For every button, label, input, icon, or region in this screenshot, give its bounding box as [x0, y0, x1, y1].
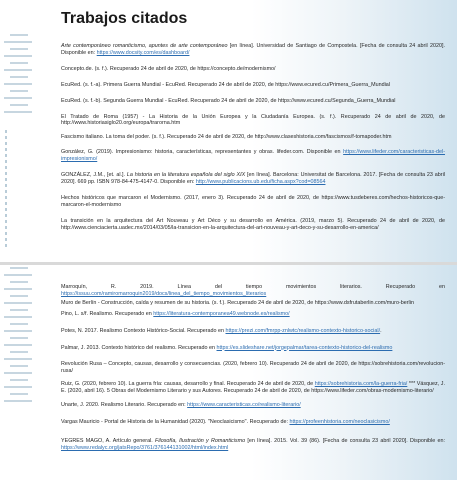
reference-text: .: [380, 327, 382, 334]
reference-title: La historia en la literatura española del siglo XIX: [126, 172, 246, 179]
reference-text: González, G. (2019). Impresionismo: historia, características, representantes y obras. lifeder.com. Disponible en: [61, 149, 344, 156]
reference-link[interactable]: https://literatura-contemporanea49.webnode.es/realismo/: [153, 310, 290, 317]
reference-title: Filosofía, Ilustración y Romanticismo: [155, 437, 246, 444]
reference-entry: [61, 195, 445, 209]
reference-text: GONZÁLEZ, J.M., [et. al.].: [61, 172, 127, 179]
reference-text: Vargas Mauricio - Portal de Historia de la Humanidad (2020). "Neoclasicismo". Recuperado de:: [61, 418, 290, 425]
reference-text: Pino, L. s/f. Realismo. Recuperado en: [61, 310, 154, 317]
reference-text: [en línea]. Barcelona: Universitat de Barcelona. 2017. [Fecha de consulta 23 abril 2020]. 669 pp. ISBN 978-84-475-4147-0. Disponible en:: [61, 172, 445, 185]
references-list-2: [61, 284, 445, 452]
decorative-dashes: [5, 130, 7, 250]
reference-entry: [61, 361, 445, 375]
page-title: Trabajos citados: [61, 10, 188, 27]
reference-link[interactable]: https://www.redalyc.org/jatsRepo/3761/376144131002/html/index.html: [61, 444, 229, 451]
reference-text: EcuRed. (s. f.-b). Segunda Guerra Mundial - EcuRed. Recuperado 24 de abril de 2020, de https://www.ecured.cu/Segunda_Guerra_Mundial: [61, 97, 396, 104]
decorative-lines: [0, 34, 46, 113]
reference-text: El Tratado de Roma (1957) - La Historia de la Unión Europea y la Ciudadanía Europea. (s. f.). Recuperado 24 de abril de 2020, de http://www.historiasiglo20.org/europa/trarorna.htm: [61, 113, 445, 127]
decorative-lines: [0, 267, 46, 402]
reference-entry: [61, 43, 445, 57]
reference-text: EcuRed. (s. f.-a). Primera Guerra Mundial - EcuRed. Recuperado 24 de abril de 2020, de https://www.ecured.cu/Primera_Guerra_Mundial: [61, 81, 390, 88]
reference-entry: [61, 134, 445, 141]
reference-link[interactable]: https://www.docsity.com/es/dashboard/: [96, 49, 190, 56]
reference-text: Unarte, J. 2020. Realismo Literario. Recuperado en:: [61, 402, 188, 409]
references-list-1: [61, 43, 445, 232]
reference-link[interactable]: https://es.slideshare.net/jorgepalmar/tarea-contexto-historico-del-realismo: [216, 344, 393, 351]
reference-text: Palmar, J. 2013. Contexto histórico del realismo. Recuperado en: [61, 344, 217, 351]
reference-text: Concepto.de. (s. f.). Recuperado 24 de abril de 2020, de https://concepto.de/modernismo/: [61, 65, 276, 72]
reference-link[interactable]: https://profeenhistoria.com/neoclasicismo/: [289, 418, 390, 425]
reference-text: YEGRES MAGO, A. Artículo general.: [61, 437, 156, 444]
reference-text: Fascismo italiano. La toma del poder. (s. f.). Recuperado 24 de abril de 2020, de http://www.claseshistoria.com/fascismos/f-tomapoder.htm: [61, 134, 392, 141]
reference-entry: [61, 114, 445, 128]
reference-link[interactable]: https://www.lifeder.com/caracteristicas-del-impresionismo/: [61, 149, 445, 163]
reference-entry: [61, 419, 445, 426]
reference-title: Arte contemporáneo romanticismo, apuntes de arte contemporáneo: [61, 43, 228, 49]
reference-entry: [61, 438, 445, 452]
reference-text: [en línea]. Universidad de Santiago de Compostela. [Fecha de consulta 24 abril 2020]. Disponible en:: [61, 43, 446, 56]
reference-entry: [61, 172, 445, 186]
reference-entry: [61, 66, 445, 73]
reference-entry: [61, 328, 445, 335]
reference-entry: [61, 218, 445, 232]
reference-text: Muro de Berlín - Construcción, caída y resumen de su historia. (s. f.). Recuperado 24 de abril de 2020, de https://www.dsfrutaberlin.com/muro-berlin: [61, 299, 414, 306]
reference-entry: [61, 98, 445, 105]
reference-link[interactable]: https://sobrehistoria.com/la-guerra-fria/: [314, 381, 408, 388]
reference-entry: [61, 284, 445, 298]
reference-entry: [61, 149, 445, 163]
reference-entry: [61, 345, 445, 352]
reference-entry: [61, 402, 445, 409]
reference-link[interactable]: https://www.caracteristicas.co/realismo-literario/: [187, 402, 301, 409]
reference-entry: [61, 381, 445, 395]
reference-text: Hechos históricos que marcaron el Modernismo. (2017, enero 3). Recuperado 24 de abril de 2020, de https://www.tusdeberes.com/hechos-historicos-que-marcaron-el-modernismo: [61, 194, 445, 208]
reference-text: Marroquín, R. 2019. Línea del tiempo movimientos literarios. Recuperado en: [61, 284, 445, 290]
reference-text: *** Vásquez, J. E. (2020, abril 16). 5 Obras del Modernismo Literario y sus Autores. Recuperado 24 de abril de 2020, de https://www.lifeder.com/obras-modernismo-literario/: [61, 381, 445, 395]
slide-2: [0, 265, 457, 480]
reference-entry: [61, 311, 445, 318]
reference-link[interactable]: https://issuu.com/ramiromarroquin2019/docs/linea_del_tiempo_movimientos_literarios: [61, 290, 267, 297]
reference-entry: [61, 82, 445, 89]
reference-text: Ruiz, G. (2020, febrero 10). La guerra fría: causas, desarrollo y final. Recuperado 24 de abril de 2020, de: [61, 381, 315, 388]
reference-entry: [61, 300, 445, 307]
reference-link[interactable]: https://prezi.com/fmrpp-znlwtc/realismo-contexto-historico-social/: [225, 327, 381, 334]
reference-text: Potes, N. 2017. Realismo Contexto Histórico-Social. Recuperado en: [61, 327, 226, 334]
reference-text: La transición en la arquitectura del Art Nouveau y Art Déco y su desarrollo en América. (2019, marzo 5). Recuperado 24 de abril de 2020, de http://www.cienciacierta.uadec.mx/2014/03/05/la-transicion-en-la-arquitectura-del-art-nouveau-y-art-deco-y-su-desarrollo-en-america/: [61, 217, 445, 231]
reference-text: [en línea]. 2015. Vol. 39 (86). [Fecha de consulta 23 abril 2020]. Disponible en:: [245, 437, 445, 444]
reference-link[interactable]: http://www.publicacions.ub.edu/ficha.aspx?cod=08564: [195, 178, 326, 185]
reference-text: Revolución Rusa – Concepto, causas, desarrollo y consecuencias. (2020, febrero 10). Recuperado 24 de abril de 2020, de https://sobrehistoria.com/revolucion-rusa/: [61, 361, 445, 375]
